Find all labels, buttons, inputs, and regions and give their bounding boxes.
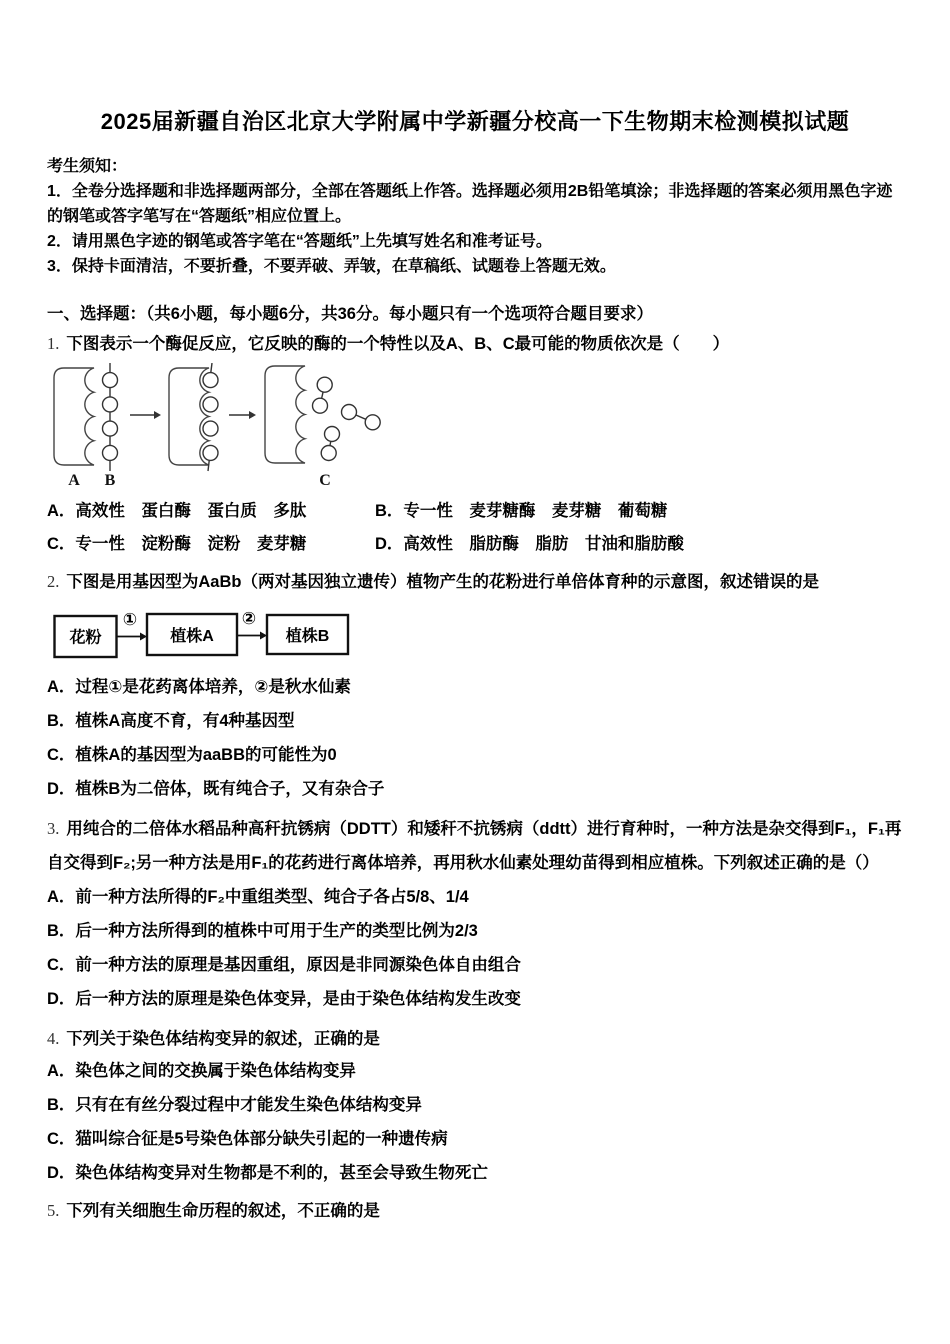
notice-item-3: 3．保持卡面清洁，不要折叠，不要弄破、弄皱，在草稿纸、试题卷上答题无效。 [47,258,616,275]
flow-step-2-label: ② [241,609,257,628]
notice-heading: 考生须知： [47,158,128,175]
option-item: B．植株A高度不育，有4种基因型 [47,712,295,730]
question-1-stem: 下图表示一个酶促反应，它反映的酶的一个特性以及A、B、C最可能的物质依次是（ ） [66,335,730,353]
enzyme-shape-a [54,368,94,465]
enzyme-shape-released [265,366,305,463]
question-1 [47,329,903,561]
option-item: A．染色体之间的交换属于染色体结构变异 [47,1062,356,1080]
question-4-number: 4. [47,1029,60,1048]
flow-step-1-label: ① [122,610,138,629]
haploid-breeding-flow-diagram [53,607,363,662]
option-item: D．染色体结构变异对生物都是不利的，甚至会导致生物死亡 [47,1164,488,1182]
section-heading: 一、选择题：（共6小题，每小题6分，共36分。每小题只有一个选项符合题目要求） [47,305,653,323]
question-4-stem: 下列关于染色体结构变异的叙述，正确的是 [66,1030,380,1048]
question-3-stem: 用纯合的二倍体水稻品种高秆抗锈病（DDTT）和矮秆不抗锈病（ddtt）进行育种时，一种方法是杂交得到F₁，F₁再自交得到F₂;另一种方法是用F₁的花药进行离体培养，再用秋水仙素处理幼苗得到相应植株。下列叙述正确的是（） [47,820,902,872]
notice-block [47,154,903,279]
question-2-stem: 下图是用基因型为AaBb（两对基因独立遗传）植物产生的花粉进行单倍体育种的示意图，叙述错误的是 [66,573,819,591]
question-4 [47,1024,903,1190]
question-5 [47,1196,903,1226]
flow-box-plant-b-label: 植株B [285,628,330,645]
option-item: C．前一种方法的原理是基因重组，原因是非同源染色体自由组合 [47,956,521,974]
question-3 [47,812,903,1016]
option-item: C．植株A的基因型为aaBB的可能性为0 [47,746,337,764]
question-2-number: 2. [47,572,60,591]
reaction-arrow-icon [130,411,161,419]
product-dimers-c [313,377,381,460]
option-item: A．前一种方法所得的F₂中重组类型、纯合子各占5/8、1/4 [47,888,469,906]
question-5-number: 5. [47,1201,60,1220]
question-5-stem-line [47,1196,903,1226]
question-1-number: 1. [47,334,60,353]
exam-title: 2025届新疆自治区北京大学附属中学新疆分校高一下生物期末检测模拟试题 [100,109,850,134]
diagram-label-b: B [104,472,116,489]
flow-box-plant-a-label: 植株A [170,628,214,645]
option-item: A．过程①是花药离体培养，②是秋水仙素 [47,678,351,696]
flow-arrow-icon [117,633,147,641]
flow-box-pollen-label: 花粉 [69,629,102,647]
question-2-stem-line [47,567,903,597]
option-item: B．专一性 麦芽糖酶 麦芽糖 葡萄糖 [375,502,668,520]
notice-item-2: 2．请用黑色字迹的钢笔或答字笔在“答题纸”上先填写姓名和准考证号。 [47,233,552,250]
diagram-label-c: C [319,472,331,489]
question-3-stem-line [47,812,903,880]
option-item: D．高效性 脂肪酶 脂肪 甘油和脂肪酸 [375,535,684,553]
option-item: D．后一种方法的原理是染色体变异，是由于染色体结构发生改变 [47,990,521,1008]
question-4-stem-line [47,1024,903,1054]
option-item: C．猫叫综合征是5号染色体部分缺失引起的一种遗传病 [47,1130,448,1148]
diagram-label-a: A [68,472,80,489]
flow-arrow-icon [238,632,267,640]
question-1-stem-line [47,329,903,359]
option-item: B．只有在有丝分裂过程中才能发生染色体结构变异 [47,1096,422,1114]
option-item: B．后一种方法所得到的植株中可用于生产的类型比例为2/3 [47,922,478,940]
question-2 [47,567,903,806]
option-item: A．高效性 蛋白酶 蛋白质 多肽 [47,502,307,520]
question-3-number: 3. [47,819,60,838]
question-1-options [47,495,903,561]
notice-item-1: 1．全卷分选择题和非选择题两部分，全部在答题纸上作答。选择题必须用2B铅笔填涂；非选择题的答案必须用黑色字迹的钢笔或答字笔写在“答题纸”相应位置上。 [47,183,893,225]
substrate-chain-b [103,363,118,471]
reaction-arrow-icon [229,411,256,419]
question-5-stem: 下列有关细胞生命历程的叙述，不正确的是 [66,1202,380,1220]
option-item: D．植株B为二倍体，既有纯合子，又有杂合子 [47,780,385,798]
enzyme-reaction-diagram [47,363,387,491]
option-item: C．专一性 淀粉酶 淀粉 麦芽糖 [47,535,307,553]
